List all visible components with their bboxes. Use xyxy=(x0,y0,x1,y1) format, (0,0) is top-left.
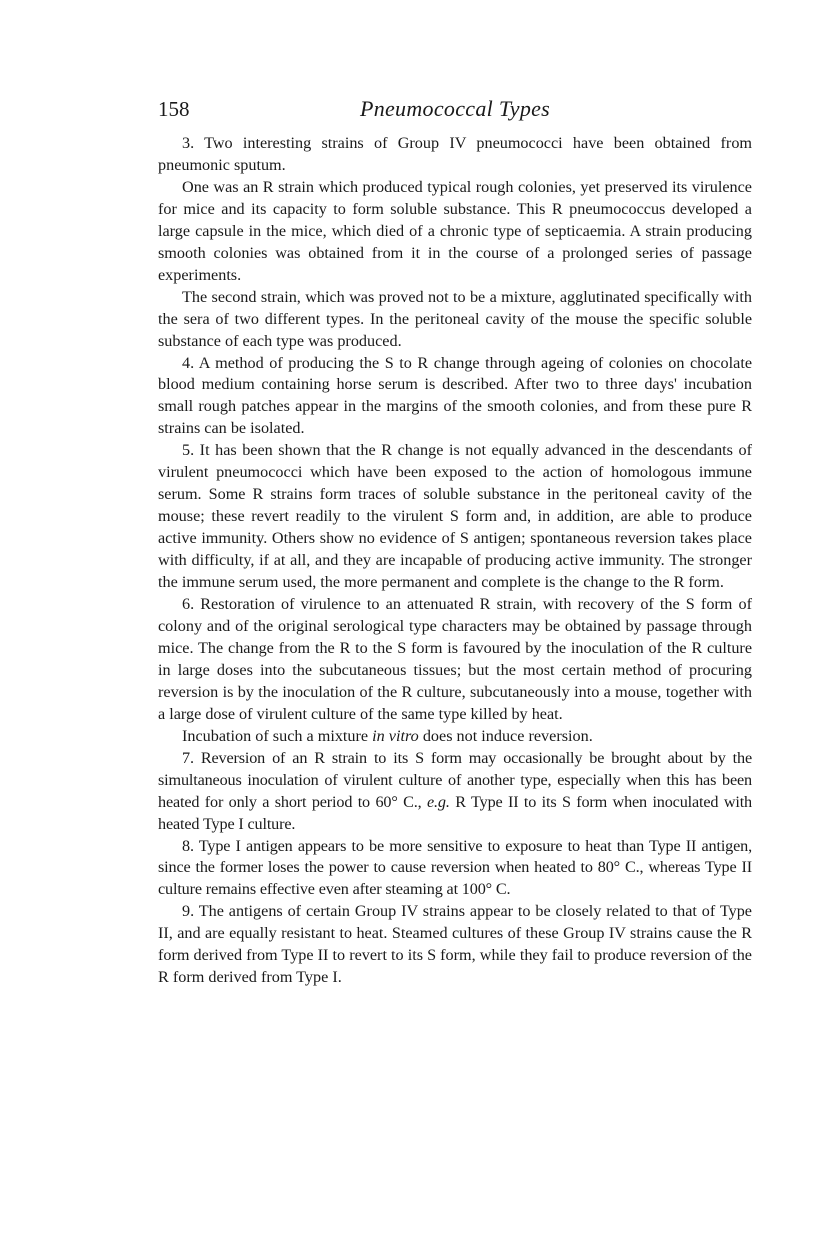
paragraph-summary-9: 9. The antigens of certain Group IV strains appear to be closely related to that of Type II, and are equally resistant to heat. Steamed cultures of these Group IV strains cause the R form derived from Type II to revert to its S form, while they fail to produce reversion of the R form derived from Type I. xyxy=(158,902,752,987)
paragraph-summary-6: 6. Restoration of virulence to an attenuated R strain, with recovery of the S form of colony and of the original serological type characters may be obtained by passage through mice. The change from the R to the S form is favoured by the inoculation of the R culture in large doses into the subcutaneous tissues; but the most certain method of procuring reversion is by the inoculation of the R culture, subcutaneously into a mouse, together with a large dose of virulent culture of the same type killed by heat. xyxy=(158,595,752,723)
paragraph-incubation-note xyxy=(158,726,752,748)
paragraph-summary-8: 8. Type I antigen appears to be more sensitive to exposure to heat than Type II antigen, since the former loses the power to cause reversion when heated to 80° C., whereas Type II culture remains effective even after steaming at 100° C. xyxy=(158,836,752,899)
page-number: 158 xyxy=(158,97,190,121)
italic-emphasis: in vitro xyxy=(372,726,419,745)
body-text xyxy=(158,133,752,989)
italic-emphasis: e.g. xyxy=(427,792,450,811)
paragraph-second-strain: The second strain, which was proved not to be a mixture, agglutinated specifically with the sera of two different types. In the peritoneal cavity of the mouse the specific soluble substance of each type was produced. xyxy=(158,287,752,350)
paragraph-text-after: R Type II to its S form when inoculated with heated Type I culture. xyxy=(158,792,752,833)
paragraph-summary-7 xyxy=(158,748,752,836)
paragraph-text-before: Incubation of such a mixture xyxy=(182,726,373,745)
paragraph-summary-3: 3. Two interesting strains of Group IV pneumococci have been obtained from pneumonic sputum. xyxy=(158,134,752,174)
paragraph-summary-4: 4. A method of producing the S to R change through ageing of colonies on chocolate blood medium containing horse serum is described. After two to three days' incubation small rough patches appear in the margins of the smooth colonies, and from these pure R strains can be isolated. xyxy=(158,353,752,438)
page-header xyxy=(158,94,752,124)
paragraph-summary-5: 5. It has been shown that the R change is not equally advanced in the descendants of virulent pneumococci which have been exposed to the action of homologous immune serum. Some R strains form traces of soluble substance in the peritoneal cavity of the mouse; these revert readily to the virulent S form and, in addition, are able to produce active immunity. Others show no evidence of S antigen; spontaneous reversion takes place with difficulty, if at all, and they are incapable of producing active immunity. The stronger the immune serum used, the more permanent and complete is the change to the R form. xyxy=(158,441,752,592)
paragraph-text-after: does not induce reversion. xyxy=(418,726,593,745)
paragraph-r-strain-virulence: One was an R strain which produced typical rough colonies, yet preserved its virulence for mice and its capacity to form soluble substance. This R pneumococcus developed a large capsule in the mice, which died of a chronic type of septicaemia. A strain producing smooth colonies was obtained from it in the course of a prolonged series of passage experiments. xyxy=(158,177,752,284)
running-title: Pneumococcal Types xyxy=(359,96,551,121)
paragraph-text-before: 7. Reversion of an R strain to its S form may occasionally be brought about by the simultaneous inoculation of virulent culture of another type, especially when this has been heated for only a short period to 60° C., xyxy=(158,748,752,811)
